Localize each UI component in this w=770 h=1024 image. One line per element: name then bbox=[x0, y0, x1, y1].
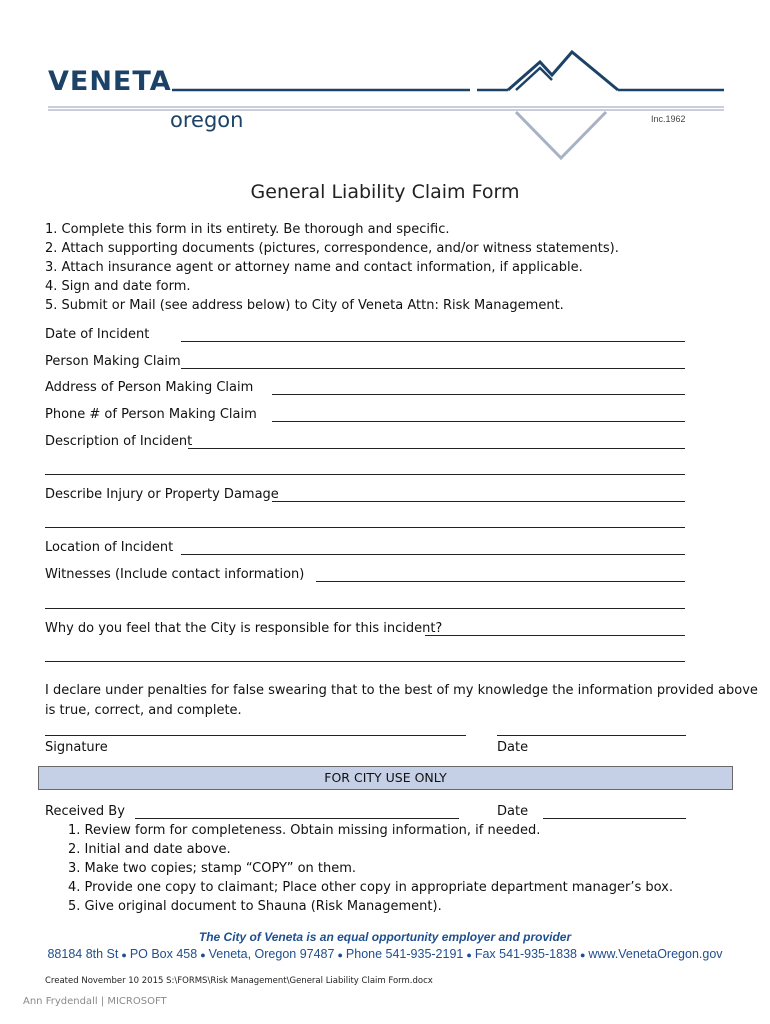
signature-date-label: Date bbox=[497, 740, 529, 755]
website-link[interactable]: www.VenetaOregon.gov bbox=[588, 947, 723, 961]
signature-date-field[interactable] bbox=[497, 735, 686, 736]
author-footer: Ann Frydendall | MICROSOFT bbox=[23, 996, 167, 1007]
received-by-field[interactable] bbox=[135, 818, 459, 819]
person-making-claim-label: Person Making Claim bbox=[45, 354, 181, 369]
description-label: Description of Incident bbox=[45, 434, 193, 449]
injury-label: Describe Injury or Property Damage bbox=[45, 487, 279, 502]
witnesses-label: Witnesses (Include contact information) bbox=[45, 567, 305, 582]
signature-label: Signature bbox=[45, 740, 108, 755]
bullet-icon: ● bbox=[121, 950, 127, 960]
instruction-item: 3. Attach insurance agent or attorney name and contact information, if applicable. bbox=[45, 260, 583, 275]
address-field[interactable] bbox=[272, 394, 685, 395]
description-field[interactable] bbox=[188, 448, 685, 449]
responsibility-label: Why do you feel that the City is responsible for this incident? bbox=[45, 621, 443, 636]
bullet-icon: ● bbox=[337, 950, 343, 960]
city-step-item: 2. Initial and date above. bbox=[68, 842, 231, 857]
logo-mountain-graphic bbox=[0, 0, 770, 170]
page-title: General Liability Claim Form bbox=[250, 181, 520, 203]
po-box: PO Box 458 bbox=[129, 947, 198, 961]
phone-label: Phone # of Person Making Claim bbox=[45, 407, 257, 422]
location-field[interactable] bbox=[181, 554, 685, 555]
equal-opportunity-statement: The City of Veneta is an equal opportunity employer and provider bbox=[198, 930, 572, 944]
fax-number: Fax 541-935-1838 bbox=[474, 947, 577, 961]
city-step-item: 1. Review form for completeness. Obtain missing information, if needed. bbox=[68, 823, 541, 838]
instruction-item: 1. Complete this form in its entirety. Be thorough and specific. bbox=[45, 222, 450, 237]
declaration-text: I declare under penalties for false swearing that to the best of my knowledge the information provided above bbox=[45, 683, 758, 698]
person-making-claim-field[interactable] bbox=[181, 368, 685, 369]
incorporated-label: Inc.1962 bbox=[651, 114, 686, 124]
city-step-item: 5. Give original document to Shauna (Risk Management). bbox=[68, 899, 442, 914]
phone-field[interactable] bbox=[272, 421, 685, 422]
phone-number: Phone 541-935-2191 bbox=[345, 947, 464, 961]
injury-field[interactable] bbox=[272, 501, 685, 502]
contact-line bbox=[0, 947, 770, 961]
location-label: Location of Incident bbox=[45, 540, 174, 555]
instruction-item: 2. Attach supporting documents (pictures, correspondence, and/or witness statements). bbox=[45, 241, 619, 256]
logo-veneta: VENETA bbox=[48, 66, 172, 97]
responsibility-field[interactable] bbox=[425, 635, 685, 636]
received-date-label: Date bbox=[497, 804, 529, 819]
logo-oregon: oregon bbox=[170, 108, 244, 132]
signature-field[interactable] bbox=[45, 735, 466, 736]
witnesses-field-line-2[interactable] bbox=[45, 608, 685, 609]
created-note: Created November 10 2015 S:\FORMS\Risk Management\General Liability Claim Form.docx bbox=[45, 976, 433, 986]
bullet-icon: ● bbox=[579, 950, 586, 960]
instruction-item: 5. Submit or Mail (see address below) to City of Veneta Attn: Risk Management. bbox=[45, 298, 564, 313]
city-use-banner bbox=[38, 766, 733, 790]
street-address: 88184 8th St bbox=[47, 947, 119, 961]
witnesses-field[interactable] bbox=[316, 581, 685, 582]
bullet-icon: ● bbox=[466, 950, 472, 960]
declaration-text-2: is true, correct, and complete. bbox=[45, 703, 242, 718]
instruction-item: 4. Sign and date form. bbox=[45, 279, 191, 294]
description-field-line-2[interactable] bbox=[45, 474, 685, 475]
date-of-incident-label: Date of Incident bbox=[45, 327, 150, 342]
injury-field-line-2[interactable] bbox=[45, 527, 685, 528]
city-use-banner-text: FOR CITY USE ONLY bbox=[324, 770, 447, 785]
bullet-icon: ● bbox=[200, 950, 206, 960]
address-label: Address of Person Making Claim bbox=[45, 380, 254, 395]
received-date-field[interactable] bbox=[543, 818, 686, 819]
city-step-item: 3. Make two copies; stamp “COPY” on them. bbox=[68, 861, 357, 876]
received-by-label: Received By bbox=[45, 804, 125, 819]
responsibility-field-line-2[interactable] bbox=[45, 661, 685, 662]
date-of-incident-field[interactable] bbox=[181, 341, 685, 342]
city-step-item: 4. Provide one copy to claimant; Place other copy in appropriate department manager’s box. bbox=[68, 880, 673, 895]
city-state-zip: Veneta, Oregon 97487 bbox=[208, 947, 335, 961]
